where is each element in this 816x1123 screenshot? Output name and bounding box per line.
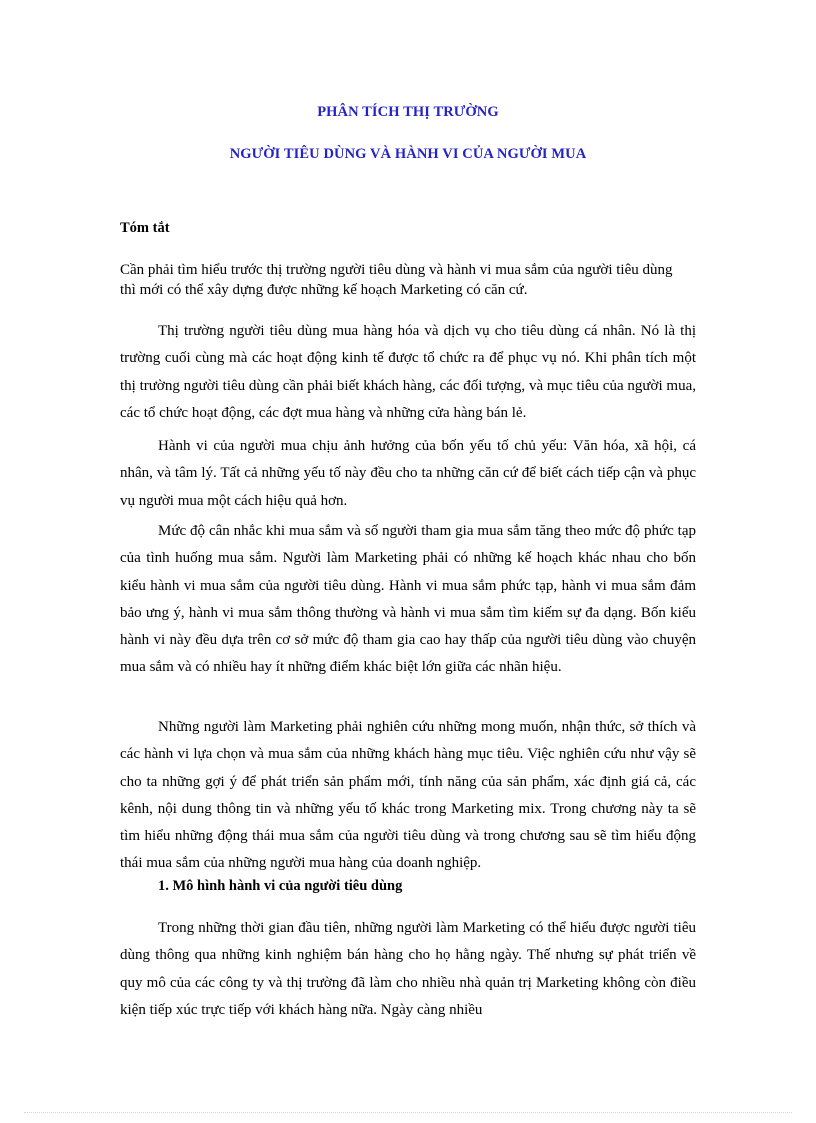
summary-paragraph: Cần phải tìm hiểu trước thị trường người tiêu dùng và hành vi mua sắm của người tiêu dùng thì mới có thể xây dựng được những kế hoạch Marketing có căn cứ. [120, 262, 673, 298]
document-title-line-1: PHÂN TÍCH THỊ TRƯỜNG [317, 104, 499, 120]
document-title-line-2: NGƯỜI TIÊU DÙNG VÀ HÀNH VI CỦA NGƯỜI MUA [229, 146, 587, 162]
body-paragraph-2: Hành vi của người mua chịu ảnh hưởng của bốn yếu tố chủ yếu: Văn hóa, xã hội, cá nhân, và tâm lý. Tất cả những yếu tố này đều cho ta những căn cứ để biết cách tiếp cận và phục vụ người mua một cách hiệu quả hơn. [120, 438, 696, 509]
body-paragraph-3: Mức độ cân nhắc khi mua sắm và số người tham gia mua sắm tăng theo mức độ phức tạp của tình huống mua sắm. Người làm Marketing phải có những kế hoạch khác nhau cho bốn kiểu hành vi mua sắm của người tiêu dùng. Hành vi mua sắm phức tạp, hành vi mua sắm đảm bảo ưng ý, hành vi mua sắm thông thường và hành vi mua sắm tìm kiếm sự đa dạng. Bốn kiểu hành vi này đều dựa trên cơ sở mức độ tham gia cao hay thấp của người tiêu dùng vào chuyện mua sắm và có nhiều hay ít những điểm khác biệt lớn giữa các nhãn hiệu. [120, 523, 696, 676]
summary-heading: Tóm tắt [120, 220, 170, 236]
body-paragraph-5: Trong những thời gian đầu tiên, những người làm Marketing có thể hiểu được người tiêu dùng thông qua những kinh nghiệm bán hàng cho họ hằng ngày. Thế nhưng sự phát triển về quy mô của các công ty và thị trường đã làm cho nhiều nhà quản trị Marketing không còn điều kiện tiếp xúc trực tiếp với khách hàng nữa. Ngày càng nhiều [120, 920, 696, 1018]
body-paragraph-4: Những người làm Marketing phải nghiên cứu những mong muốn, nhận thức, sở thích và các hành vi lựa chọn và mua sắm của những khách hàng mục tiêu. Việc nghiên cứu như vậy sẽ cho ta những gợi ý để phát triển sản phẩm mới, tính năng của sản phẩm, xác định giá cả, các kênh, nội dung thông tin và những yếu tố khác trong Marketing mix. Trong chương này ta sẽ tìm hiểu những động thái mua sắm của người tiêu dùng và trong chương sau sẽ tìm hiểu động thái mua sắm của những người mua hàng của doanh nghiệp. [120, 719, 696, 872]
section-heading-1: 1. Mô hình hành vi của người tiêu dùng [158, 878, 403, 894]
body-paragraph-1: Thị trường người tiêu dùng mua hàng hóa và dịch vụ cho tiêu dùng cá nhân. Nó là thị trường cuối cùng mà các hoạt động kinh tế được tổ chức ra để phục vụ nó. Khi phân tích một thị trường người tiêu dùng cần phải biết khách hàng, các đối tượng, và mục tiêu của người mua, các tổ chức hoạt động, các đợt mua hàng và những cửa hàng bán lẻ. [120, 323, 696, 421]
page-bottom-divider [24, 1112, 792, 1113]
